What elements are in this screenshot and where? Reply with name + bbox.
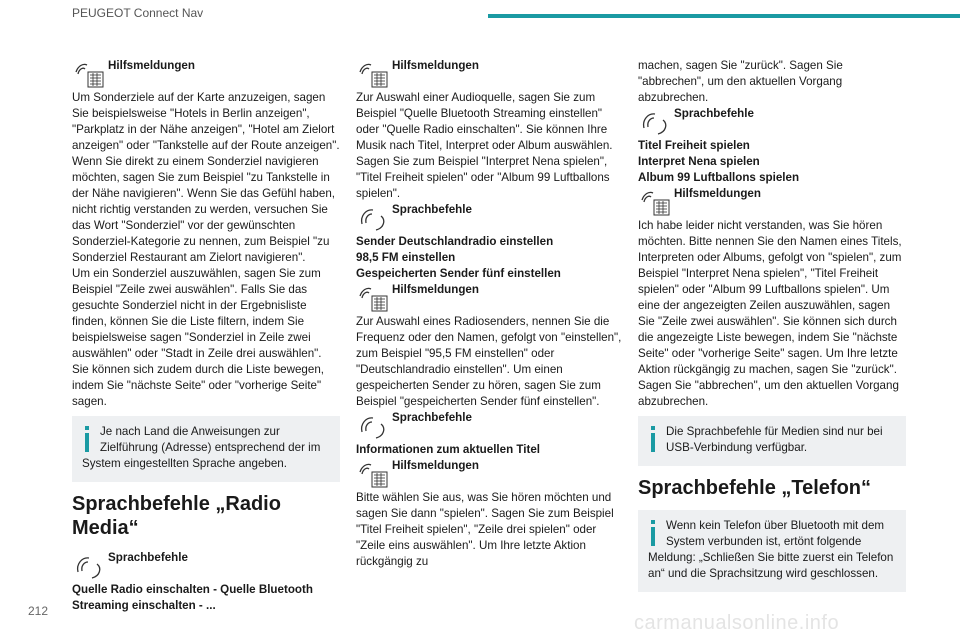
voice-commands-heading: Sprachbefehle [638, 106, 906, 138]
voice-help-icon [356, 58, 390, 90]
command-line: Gespeicherten Sender fünf einstellen [356, 267, 561, 280]
section-heading: Sprachbefehle „Telefon“ [638, 477, 872, 499]
command-line: 98,5 FM einstellen [356, 251, 456, 264]
info-note: Die Sprachbefehle für Medien sind nur bei USB-Verbindung verfügbar. [638, 416, 906, 466]
column-2 [356, 58, 624, 570]
info-icon [648, 426, 658, 452]
header-title: PEUGEOT Connect Nav [72, 6, 204, 20]
voice-commands-heading: Sprachbefehle [356, 410, 624, 442]
voice-help-icon [72, 58, 106, 90]
command-list: Quelle Radio einschalten - Quelle Bluetooth Streaming einschalten - ... [72, 583, 313, 612]
header-accent-bar [488, 14, 960, 18]
voice-command-icon [72, 550, 106, 582]
command-line: Titel Freiheit spielen [638, 139, 750, 152]
voice-command-icon [356, 410, 390, 442]
watermark: carmanualsonline.info [634, 612, 840, 634]
command-line: Sender Deutschlandradio einstellen [356, 235, 554, 248]
voice-command-icon [638, 106, 672, 138]
info-note: Je nach Land die Anweisungen zur Zielführung (Adresse) entsprechend der im System eingestellten Sprache angeben. [72, 416, 340, 482]
help-messages-heading: Hilfsmeldungen [72, 58, 340, 90]
voice-help-icon [356, 458, 390, 490]
column-3 [638, 58, 906, 602]
command-line: Informationen zum aktuellen Titel [356, 443, 541, 456]
paragraph: Zur Auswahl eines Radiosenders, nennen Sie die Frequenz oder den Namen, gefolgt von "einstellen", zum Beispiel "95,5 FM einstellen" oder "Deutschlandradio einstellen". Um einen gespeicherten Sender zu hören, sagen Sie zum Beispiel "gespeicherten Sender fünf einstellen". [356, 315, 622, 408]
help-messages-heading: Hilfsmeldungen [356, 282, 624, 314]
voice-commands-heading: Sprachbefehle [356, 202, 624, 234]
paragraph: machen, sagen Sie "zurück". Sagen Sie "abbrechen", um den aktuellen Vorgang abzubrechen. [638, 59, 843, 104]
command-line: Album 99 Luftballons spielen [638, 171, 800, 184]
paragraph: Zur Auswahl einer Audioquelle, sagen Sie zum Beispiel "Quelle Bluetooth Streaming einstellen" oder "Quelle Radio einschalten". Sie können Ihre Musik nach Titel, Interpret oder Album auswählen. Sagen Sie zum Beispiel "Interpret Nena spielen", "Titel Freiheit spielen" oder "Album 99 Luftballons spielen". [356, 91, 613, 200]
column-1 [72, 58, 340, 614]
help-messages-heading: Hilfsmeldungen [356, 458, 624, 490]
section-heading: Sprachbefehle „Radio Media“ [72, 493, 281, 539]
voice-help-icon [638, 186, 672, 218]
paragraph: Bitte wählen Sie aus, was Sie hören möchten und sagen Sie dann "spielen". Sagen Sie zum Beispiel "Titel Freiheit spielen", "Zeile drei spielen" oder "Zeile eins auswählen". Um Ihre letzte Aktion rückgängig zu [356, 491, 614, 568]
voice-help-icon [356, 282, 390, 314]
voice-commands-heading: Sprachbefehle [72, 550, 340, 582]
info-note: Wenn kein Telefon über Bluetooth mit dem System verbunden ist, ertönt folgende Meldung: „Schließen Sie bitte zuerst ein Telefon an“ und die Sprachsitzung wird geschlossen. [638, 510, 906, 592]
command-line: Interpret Nena spielen [638, 155, 760, 168]
voice-command-icon [356, 202, 390, 234]
paragraph: Ich habe leider nicht verstanden, was Sie hören möchten. Bitte nennen Sie den Namen eines Titels, Interpreten oder Albums, gefolgt von "spielen", zum Beispiel "Interpret Nena spielen", "Titel Freiheit spielen" oder "Album 99 Luftballons spielen". Um eine der angezeigten Zeilen auszuwählen, sagen Sie "Zeile zwei auswählen". Sie können sich durch die angezeigte Liste bewegen, indem Sie "nächste Seite" oder "vorherige Seite" sagen. Um Ihre letzte Aktion rückgängig zu machen, sagen Sie "zurück". Sagen Sie "abbrechen", um den aktuellen Vorgang abzubrechen. [638, 219, 902, 408]
info-icon [648, 520, 658, 546]
paragraph: Um ein Sonderziel auszuwählen, sagen Sie zum Beispiel "Zeile zwei auswählen". Falls Sie das gesuchte Sonderziel nicht in der Ergebnisliste finden, können Sie die Liste filtern, indem Sie beispielsweise sagen "Sonderziel in Zeile zwei auswählen" oder "Stadt in Zeile drei auswählen". Sie können sich zudem durch die Liste bewegen, indem Sie "nächste Seite" oder "vorherige Seite" sagen. [72, 267, 324, 408]
help-messages-heading: Hilfsmeldungen [356, 58, 624, 90]
info-icon [82, 426, 92, 452]
help-messages-heading: Hilfsmeldungen [638, 186, 906, 218]
page-number: 212 [28, 604, 49, 618]
paragraph: Um Sonderziele auf der Karte anzuzeigen, sagen Sie beispielsweise "Hotels in Berlin anzeigen", "Parkplatz in der Nähe anzeigen", "Hotel am Zielort anzeigen" oder "Tankstelle auf der Route anzeigen". Wenn Sie direkt zu einem Sonderziel navigieren möchten, sagen Sie zum Beispiel "zu Tankstelle in der Nähe navigieren". Wenn Sie das Gefühl haben, nicht richtig verstanden zu werden, versuchen Sie das Wort "Sonderziel" vor der gewünschten Sonderziel-Kategorie zu nennen, zum Beispiel "zu Sonderziel Restaurant am Zielort navigieren". [72, 91, 340, 264]
